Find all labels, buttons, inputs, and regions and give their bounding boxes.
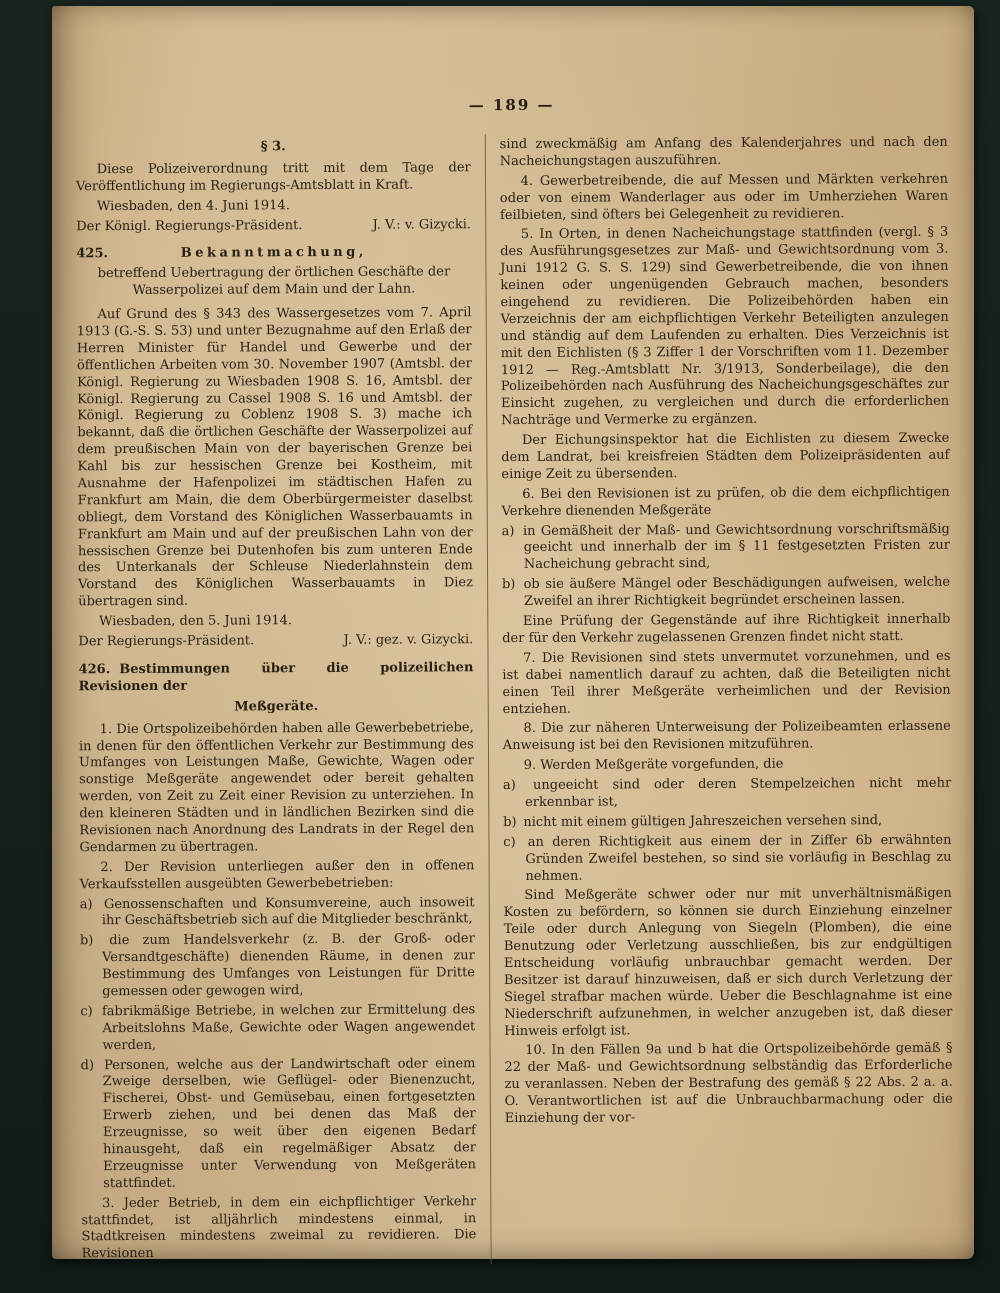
announcement-subtitle: betreffend Uebertragung der örtlichen Geschäfte der Wasserpolizei auf dem Main und der Lahn.: [97, 264, 451, 299]
signature-line: [76, 217, 471, 236]
book-spine: [0, 0, 56, 1293]
list-text: nicht mit einem gültigen Jahreszeichen versehen sind,: [523, 812, 883, 830]
list-label: c): [503, 834, 516, 850]
list-label: b): [503, 814, 517, 830]
paragraph: 5. In Orten, in denen Nacheichungstage stattfinden (vergl. § 3 des Ausführungsgesetzes zur Maß- und Gewichtsordnung vom 3. Juni 1912 G. S. S. 129) sind Gewerbetreibende, die von ihnen keinen oder ungenügenden Gebrauch machen, besonders eingehend zu revidieren. Die Polizeibehörden haben ein Verzeichnis der am eichpflichtigen Verkehr Beteiligten anzulegen und ständig auf dem Laufenden zu erhalten. Dies Verzeichnis ist mit den Eichlisten (§ 3 Ziffer 1 der Vorschriften vom 11. Dezember 1912 — Reg.-Amtsblatt Nr. 3/1913, Sonderbeilage), die den Polizeibehörden nach Ausführung des Nacheichungsgeschäftes zur Einsicht zugehen, zu vergleichen und durch die erforderlichen Nachträge und Vermerke zu ergänzen.: [500, 225, 950, 429]
numbered-heading: [79, 660, 474, 696]
list-label: d): [80, 1057, 95, 1073]
paragraph: 1. Die Ortspolizeibehörden haben alle Gewerbebetriebe, in denen für den öffentlichen Verkehr zur Bestimmung des Umfanges von Leistungen Maße, Gewichte, Wagen oder sonstige Meßgeräte angewendet oder bereit gehalten werden, von Zeit zu Zeit einer Revision zu unterziehen. In den kleineren Städten und in ländlichen Bezirken sind die Revisionen nach Anordnung des Landrats in der Regel den Gendarmen zu übertragen.: [78, 719, 475, 856]
paragraph: 7. Die Revisionen sind stets unvermutet vorzunehmen, und es ist dabei namentlich darauf zu achten, daß die Beteiligten nicht einen Teil ihrer Meßgeräte verheimlichen und der Revision entziehen.: [502, 648, 951, 717]
signature-name: J. V.: gez. v. Gizycki.: [343, 632, 474, 648]
list-item: [80, 895, 475, 931]
list-text: Personen, welche aus der Landwirtschaft oder einem Zweige derselben, wie Geflügel- oder Bienenzucht, Fischerei, Obst- und Gemüsebau, einen fortgesetzten Erwerb ziehen, und bei denen das Maß der Erzeugnisse, so weit über den eigenen Bedarf hinausgeht, daß ein regelmäßiger Absatz der Erzeugnisse unter Verwendung von Meßgeräten stattfindet.: [102, 1055, 477, 1191]
list-label: a): [502, 778, 516, 794]
page-number: — 189 —: [468, 95, 555, 115]
list-text: an deren Richtigkeit aus einem der in Ziffer 6b erwähnten Gründen Zweifel bestehen, so sind sie vorläufig in Beschlag zu nehmen.: [525, 832, 952, 884]
announcement-heading: [76, 245, 471, 264]
list-label: b): [501, 577, 516, 593]
paragraph: 10. In den Fällen 9a und b hat die Ortspolizeibehörde gemäß § 22 der Maß- und Gewichtsordnung selbständig das Erforderliche zu veranlassen. Neben der Bestrafung des gemäß § 22 Abs. 2 a. a. O. Verantwortlichen ist auf die Unbrauchbarmachung oder die Einziehung der vor-: [504, 1041, 953, 1127]
item-number: 426.: [78, 662, 111, 678]
paragraph: Der Eichungsinspektor hat die Eichlisten zu diesem Zwecke dem Landrat, bei kreisfreien Städten dem Polizeipräsidenten auf einige Zeit zu übersenden.: [501, 430, 950, 482]
paragraph: 9. Werden Meßgeräte vorgefunden, die: [523, 756, 784, 774]
list-text: die zum Handelsverkehr (z. B. der Groß- oder Versandtgeschäfte) dienenden Räume, in denen zur Bestimmung des Umfanges von Leistungen für Dritte gemessen oder gewogen wird,: [102, 931, 476, 1000]
list-item: [503, 813, 951, 832]
list-text: fabrikmäßige Betriebe, in welchen zur Ermittelung des Arbeitslohns Maße, Gewichte oder Wagen angewendet werden,: [101, 1002, 476, 1053]
signature-name: J. V.: v. Gizycki.: [372, 216, 472, 233]
paragraph: 6. Bei den Revisionen ist zu prüfen, ob die dem eichpflichtigen Verkehre dienenden Meßgeräte: [501, 484, 950, 519]
page-content: [76, 94, 954, 1267]
list-item: [502, 575, 950, 611]
list-item: [80, 932, 475, 1002]
paragraph: Eine Prüfung der Gegenstände auf ihre Richtigkeit innerhalb der für den Verkehr zugelassenen Grenzen findet nicht statt.: [502, 611, 951, 647]
section-heading: Meßgeräte.: [234, 698, 319, 715]
signature-office: Der Königl. Regierungs-Präsident.: [76, 217, 303, 234]
heading-text: Bestimmungen über die polizeilichen Revisionen der: [78, 660, 474, 695]
list-text: ob sie äußere Mängel oder Beschädigungen aufweisen, welche Zweifel an ihrer Richtigkeit begründet erscheinen lassen.: [523, 574, 951, 610]
dateline: Wiesbaden, den 4. Juni 1914.: [96, 197, 290, 214]
list-text: ungeeicht sind oder deren Stempelzeichen nicht mehr erkennbar ist,: [525, 775, 952, 810]
list-item: [503, 832, 951, 885]
paragraph: Diese Polizeiverordnung tritt mit dem Tage der Veröffentlichung im Regierungs-Amtsblatt in Kraft.: [75, 160, 471, 195]
list-label: a): [79, 896, 93, 912]
left-column: [76, 134, 492, 1266]
list-item: [81, 1056, 477, 1193]
signature-line: [78, 632, 473, 651]
dateline: Wiesbaden, den 5. Juni 1914.: [99, 613, 293, 630]
list-item: [80, 1002, 475, 1055]
paragraph: 8. Die zur näheren Unterweisung der Polizeibeamten erlassene Anweisung ist bei den Revisionen mitzuführen.: [502, 719, 951, 754]
paragraph: Auf Grund des § 343 des Wassergesetzes vom 7. April 1913 (G.-S. S. 53) und unter Bezugnahme auf den Erlaß der Herren Minister für Handel und Gewerbe und der öffentlichen Arbeiten vom 30. November 1907 (Amtsbl. der Königl. Regierung zu Wiesbaden 1908 S. 16, Amtsbl. der Königl. Regierung zu Cassel 1908 S. 16 und Amtsbl. der Königl. Regierung zu Coblenz 1908 S. 3) mache ich bekannt, daß die örtlichen Geschäfte der Wasserpolizei auf dem preußischen Main von der bayerischen Grenze bei Kahl bis zur hessischen Grenze bei Kostheim, mit Ausnahme der Hafenpolizei im städtischen Hafen zu Frankfurt am Main, die dem Oberbürgermeister daselbst obliegt, dem Vorstand des Königlichen Wasserbauamts in Frankfurt am Main und auf der preußischen Lahn von der hessischen Grenze bei Dutenhofen bis zum unteren Ende des Unterkanals der Schleuse Niederlahnstein dem Vorstand des Königlichen Wasserbauamts in Diez übertragen sind.: [76, 305, 473, 610]
list-label: a): [501, 523, 515, 539]
announcement-title: Bekanntmachung,: [180, 245, 367, 262]
paragraph-continuation: sind zweckmäßig am Anfang des Kalenderjahres und nach den Nacheichungstagen auszuführen.: [499, 134, 948, 169]
list-label: b): [79, 933, 94, 949]
signature-office: Der Regierungs-Präsident.: [78, 633, 255, 650]
paragraph: Sind Meßgeräte schwer oder nur mit unverhältnismäßigen Kosten zu befördern, so können sie durch Einziehung einzelner Teile oder durch Anlegung von Siegeln (Plomben), die eine Benutzung oder Verletzung ausschließen, bis zur endgültigen Entscheidung vorläufig unbrauchbar gemacht werden. Der Besitzer ist darauf hinzuweisen, daß er sich durch Verletzung der Siegel strafbar machen würde. Ueber die Beschlagnahme ist eine Niederschrift aufzunehmen, in welcher anzugeben ist, daß dieser Hinweis erfolgt ist.: [503, 886, 953, 1039]
paragraph: 3. Jeder Betrieb, in dem ein eichpflichtiger Verkehr stattfindet, ist alljährlich mindestens einmal, in Stadtkreisen mindestens zweimal zu revidieren. Die Revisionen: [81, 1193, 477, 1262]
section-heading: § 3.: [260, 139, 286, 155]
list-label: c): [80, 1004, 93, 1020]
page-paper: [52, 6, 974, 1262]
right-column: [486, 132, 954, 1265]
list-item: [502, 521, 950, 574]
item-number: 425.: [76, 246, 109, 262]
two-column-text: [76, 132, 954, 1267]
paragraph: 4. Gewerbetreibende, die auf Messen und Märkten verkehren oder von einem Wanderlager aus oder im Umherziehen Waren feilbieten, sind öfters bei Gelegenheit zu revidieren.: [499, 171, 949, 223]
paragraph: 2. Der Revision unterliegen außer den in offenen Verkaufsstellen ausgeübten Gewerbebetrieben:: [79, 857, 475, 892]
list-text: Genossenschaften und Konsumvereine, auch insoweit ihr Geschäftsbetrieb sich auf die Mitglieder beschränkt,: [101, 894, 475, 929]
list-item: [503, 776, 951, 812]
list-text: in Gemäßheit der Maß- und Gewichtsordnung vorschriftsmäßig geeicht und innerhalb der im § 11 festgesetzten Fristen zur Nacheichung gebracht sind,: [522, 521, 950, 573]
